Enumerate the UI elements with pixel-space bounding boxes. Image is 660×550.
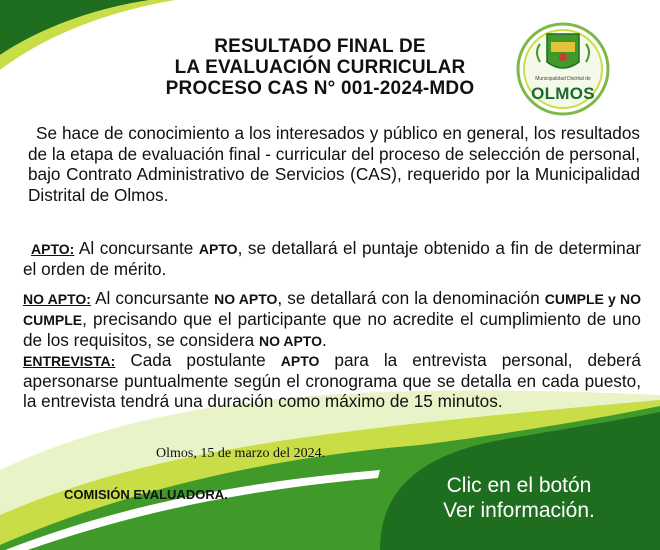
no-apto-definition xyxy=(23,288,641,351)
entrevista-text-1: Cada postulante xyxy=(115,350,281,370)
no-apto-text-2: , se detallará con la denominación xyxy=(277,288,545,308)
entrevista-text-2: para la entrevista personal, deberá apersonarse puntualmente según el cronograma que se detalla en cada puesto, la entrevista tendrá una duración como máximo de 15 minutos. xyxy=(23,350,641,411)
document-date: Olmos, 15 de marzo del 2024. xyxy=(156,446,326,461)
apto-label: APTO: xyxy=(31,241,75,257)
intro-paragraph xyxy=(28,123,640,205)
apto-text-1: Al concursante xyxy=(74,238,199,258)
cta-line-2: Ver información. xyxy=(443,499,595,522)
entrevista-keyword: APTO xyxy=(280,353,320,369)
entrevista-definition xyxy=(23,350,641,411)
no-apto-text-1: Al concursante xyxy=(90,288,215,308)
commission-signature: COMISIÓN EVALUADORA. xyxy=(64,487,228,502)
intro-text: Se hace de conocimiento a los interesados y público en general, los resultados de la etapa de evaluación final - curricular del proceso de selección de personal, bajo Contrato Administrativo de Servicios (CAS), requerido por la Municipalidad Distrital de Olmos. xyxy=(28,123,640,205)
no-apto-keyword-1: NO APTO xyxy=(214,291,278,307)
logo-name: OLMOS xyxy=(531,84,595,103)
no-apto-keyword-3: NO APTO xyxy=(258,333,322,349)
logo-subtitle: Municipalidad Distrital de xyxy=(535,76,591,82)
apto-text-2: , se detallará el puntaje obtenido a fin de determinar el orden de mérito. xyxy=(23,238,642,279)
ver-informacion-button[interactable] xyxy=(414,473,624,523)
title-line-3: PROCESO CAS N° 001-2024-MDO xyxy=(165,78,475,99)
apto-definition xyxy=(23,238,641,279)
title-line-2: LA EVALUACIÓN CURRICULAR xyxy=(174,57,466,78)
no-apto-text-4: . xyxy=(322,330,327,350)
no-apto-label: NO APTO: xyxy=(23,291,91,307)
title-line-1: RESULTADO FINAL DE xyxy=(214,36,426,57)
municipality-logo xyxy=(516,22,610,116)
no-apto-keyword-2: CUMPLE y NO CUMPLE xyxy=(23,291,641,328)
no-apto-text-3: , precisando que el participante que no acredite el cumplimiento de uno de los requisitos, se considera xyxy=(23,309,641,350)
apto-keyword: APTO xyxy=(198,241,238,257)
document-title xyxy=(120,36,520,99)
cta-line-1: Clic en el botón xyxy=(446,474,592,497)
entrevista-label: ENTREVISTA: xyxy=(23,353,116,369)
